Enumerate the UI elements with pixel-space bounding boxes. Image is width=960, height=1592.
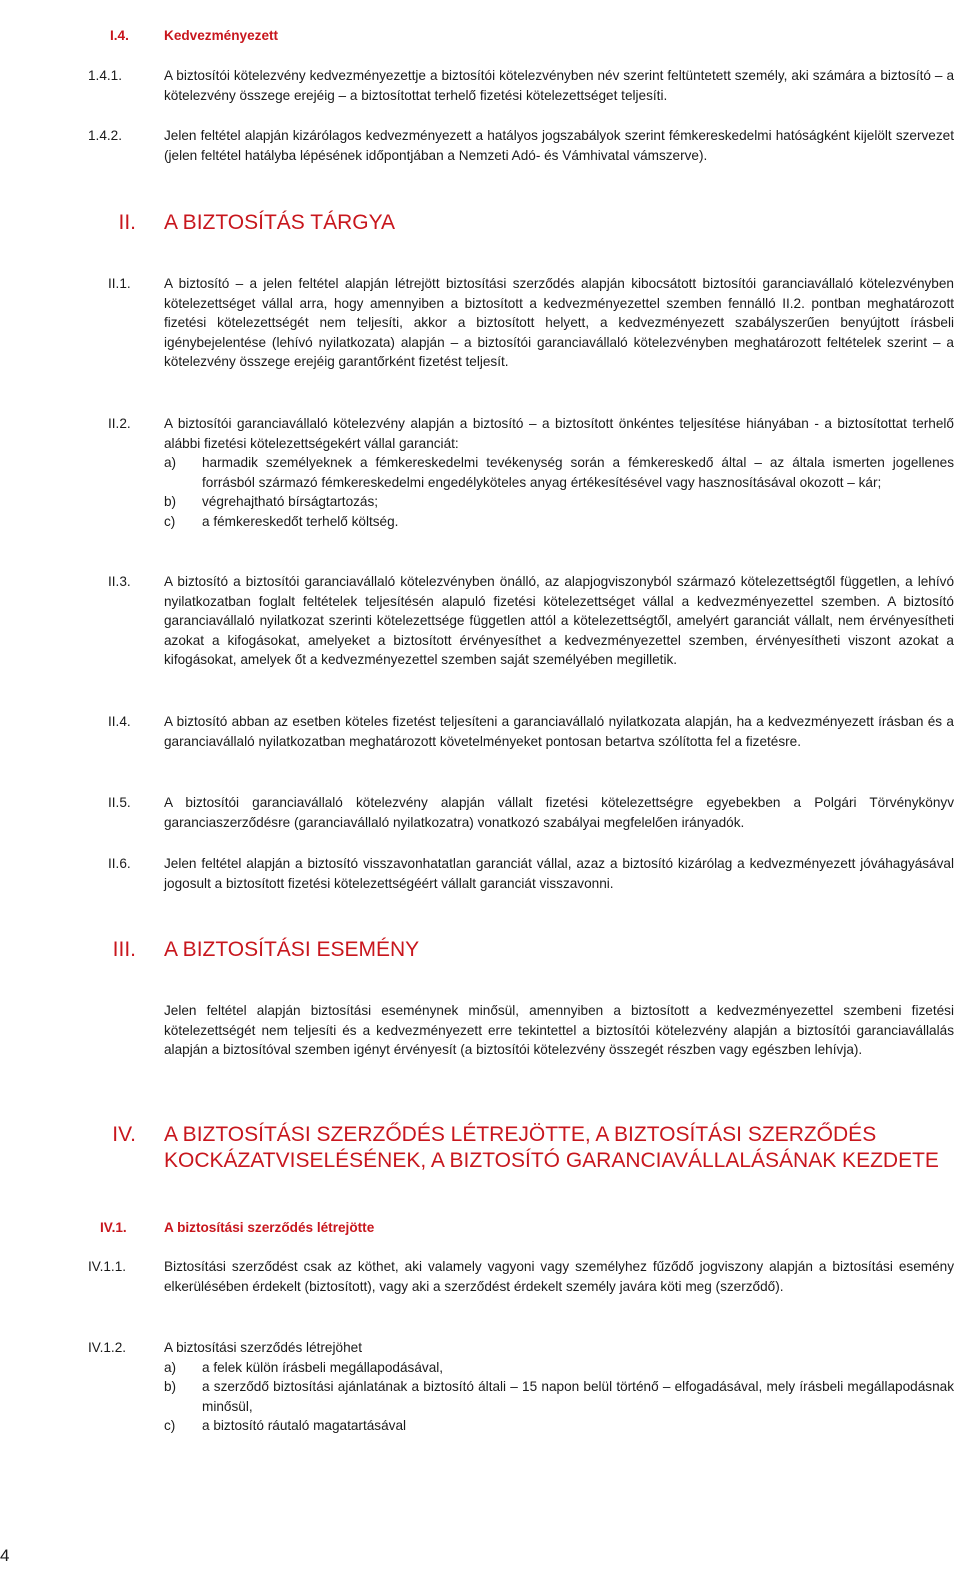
list-item — [164, 512, 954, 532]
paragraph-body — [164, 1338, 954, 1436]
paragraph-iii — [86, 1001, 954, 1060]
paragraph-number: II.3. — [108, 574, 131, 589]
section-number: I.4. — [110, 28, 129, 43]
list-item — [164, 1416, 954, 1436]
paragraph-number: II.4. — [108, 714, 131, 729]
list-text: végrehajtható bírságtartozás; — [202, 494, 379, 510]
paragraph-text: Jelen feltétel alapján kizárólagos kedvezményezett a hatályos jogszabályok szerint fémkereskedelmi hatóságként kijelölt szervezet (jelen feltétel hatályba lépésének időpontjában a Nemzeti Adó- és Vámhivatal vámszerve). — [164, 128, 954, 163]
paragraph-ii-5 — [86, 793, 954, 832]
paragraph-text: A biztosítói garanciavállaló kötelezvény alapján vállalt fizetési kötelezettségre egyebekben a Polgári Törvénykönyv garanciaszerződésre (garanciavállaló nyilatkozatra) vonatkozó szabályai megfelelően irányadók. — [164, 795, 954, 830]
paragraph-text: Jelen feltétel alapján a biztosító visszavonhatatlan garanciát vállal, azaz a biztosító kizárólag a kedvezményezett jóváhagyásával jogosult a biztosított fizetési kötelezettségéért vállalt garanciát visszavonni. — [164, 856, 954, 891]
section-title-line-1: A BIZTOSÍTÁSI SZERZŐDÉS LÉTREJÖTTE, A BIZTOSÍTÁSI SZERZŐDÉS — [164, 1123, 877, 1146]
subsection-title: A biztosítási szerződés létrejötte — [164, 1220, 375, 1235]
section-heading-kedvezmenyezett — [86, 26, 954, 46]
subsection-heading-iv-1 — [86, 1218, 954, 1238]
paragraph-1-4-2 — [86, 126, 954, 165]
paragraph-ii-3 — [86, 572, 954, 670]
section-title: A BIZTOSÍTÁSI ESEMÉNY — [164, 938, 420, 961]
list-text: a felek külön írásbeli megállapodásával, — [202, 1359, 444, 1375]
list-item — [164, 453, 954, 492]
section-title-line-2: KOCKÁZATVISELÉSÉNEK, A BIZTOSÍTÓ GARANCIAVÁLLALÁSÁNAK KEZDETE — [164, 1149, 939, 1172]
paragraph-number: II.1. — [108, 276, 131, 291]
section-title — [164, 1122, 939, 1174]
section-number: II. — [118, 211, 136, 234]
section-title: Kedvezményezett — [164, 28, 279, 43]
list-label: c) — [164, 513, 176, 529]
paragraph-text: A biztosítói garanciavállaló kötelezvény alapján a biztosító – a biztosított önkéntes teljesítése hiányában - a biztosítottat terhelő alábbi fizetési kötelezettségekért vállal garanciát: — [164, 416, 954, 451]
paragraph-number: II.2. — [108, 416, 131, 431]
list-text: harmadik személyeknek a fémkereskedelmi tevékenység során a fémkereskedő által – az általa ismerten jogellenes forrásból származó fémkereskedelmi engedélyköteles anyag értékesítésével vagy hasznosításával okozott – kár; — [202, 455, 954, 490]
paragraph-text: Biztosítási szerződést csak az köthet, aki valamely vagyoni vagy személyhez fűződő jogviszony alapján a biztosítási esemény elkerülésében érdekelt (biztosított), vagy aki a szerződést érdekelt személy javára köti meg (szerződő). — [164, 1259, 954, 1294]
list-label: b) — [164, 1379, 177, 1395]
subsection-number: IV.1. — [100, 1220, 127, 1235]
list-text: a szerződő biztosítási ajánlatának a biztosító általi – 15 napon belül történő – elfogadásával, mely írásbeli megállapodásnak minősül, — [202, 1379, 954, 1414]
paragraph-number: 1.4.1. — [88, 68, 123, 83]
list-text: a fémkereskedőt terhelő költség. — [202, 513, 399, 529]
list-item — [164, 1358, 954, 1378]
paragraph-number: IV.1.2. — [88, 1340, 127, 1355]
paragraph-1-4-1 — [86, 66, 954, 105]
section-number: III. — [112, 938, 136, 961]
paragraph-iv-1-1 — [86, 1257, 954, 1296]
paragraph-number: 1.4.2. — [88, 128, 123, 143]
paragraph-iv-1-2 — [86, 1338, 954, 1436]
paragraph-text: Jelen feltétel alapján biztosítási eseménynek minősül, amennyiben a biztosított a kedvezményezettel szembeni fizetési kötelezettségét nem teljesíti és a kedvezményezett erre tekintettel a biztosítói kötelezvény alapján a biztosítói garanciavállalás alapján a biztosítóval szemben igényt érvényesít (a biztosítói kötelezvény összegét részben vagy egészben lehívja). — [164, 1003, 954, 1058]
paragraph-text: A biztosító a biztosítói garanciavállaló kötelezvényben önálló, az alapjogviszonyból származó kötelezettségtől független, a lehívó nyilatkozatban foglalt feltételek teljesítésén alapuló fizetési kötelezettséget vállal a kedvezményezettel szemben. A biztosító garanciavállaló nyilatkozat szerinti kötelezettsége független attól a kötelezettségtől, amelyért garanciát vállalt, nem érvényesítheti azokat a kifogásokat, amelyeket a biztosított érvényesíthet a kedvezményezettel szemben, érvényesítheti viszont azokat a kifogásokat, amelyek őt a kedvezményezettel szemben saját személyében megilletik. — [164, 574, 954, 668]
list-label: a) — [164, 1359, 177, 1375]
paragraph-body — [164, 414, 954, 532]
paragraph-ii-4 — [86, 712, 954, 751]
list-text: a biztosító ráutaló magatartásával — [202, 1418, 407, 1434]
paragraph-number: II.5. — [108, 795, 131, 810]
list-label: b) — [164, 494, 177, 510]
paragraph-number: IV.1.1. — [88, 1259, 127, 1274]
paragraph-ii-6 — [86, 854, 954, 893]
paragraph-text: A biztosító – a jelen feltétel alapján létrejött biztosítási szerződés alapján kibocsátott biztosítói garanciavállaló kötelezvényben kötelezettséget vállal arra, hogy amennyiben a biztosított a kedvezményezettel szemben fennálló II.2. pontban meghatározott fizetési kötelezettségét nem teljesíti, akkor a biztosított helyett, a kedvezményezett szabályszerűen benyújtott írásbeli igénybejelentése (lehívó nyilatkozata) alapján – a biztosítói garanciavállaló kötelezvényben meghatározott feltételek szerint – a kötelezvény összege erejéig garantőrként fizetést teljesít. — [164, 276, 954, 370]
list-item — [164, 492, 954, 512]
paragraph-text: A biztosító abban az esetben köteles fizetést teljesíteni a garanciavállaló nyilatkozata alapján, ha a kedvezményezett írásban és a garanciavállaló nyilatkozatban meghatározott követelményeket pontosan betartva szólította fel a fizetésre. — [164, 714, 954, 749]
paragraph-ii-1 — [86, 274, 954, 372]
section-heading-szerzodes-letrejotte — [86, 1122, 954, 1174]
paragraph-text: A biztosítói kötelezvény kedvezményezettje a biztosítói kötelezvényben név szerint feltüntetett személy, aki számára a biztosító – a kötelezvény összege erejéig – a biztosítottat terhelő fizetési kötelezettséget teljesíti. — [164, 68, 954, 103]
paragraph-text: A biztosítási szerződés létrejöhet — [164, 1340, 362, 1355]
section-title: A BIZTOSÍTÁS TÁRGYA — [164, 211, 396, 234]
list-item — [164, 1377, 954, 1416]
list-label: a) — [164, 455, 177, 471]
section-heading-biztositasi-esemeny — [86, 937, 954, 963]
paragraph-ii-2 — [86, 414, 954, 532]
paragraph-number: II.6. — [108, 856, 131, 871]
list-label: c) — [164, 1418, 176, 1434]
section-heading-biztositas-targya — [86, 210, 954, 236]
page-number: 4 — [0, 1546, 10, 1565]
section-number: IV. — [112, 1123, 136, 1146]
